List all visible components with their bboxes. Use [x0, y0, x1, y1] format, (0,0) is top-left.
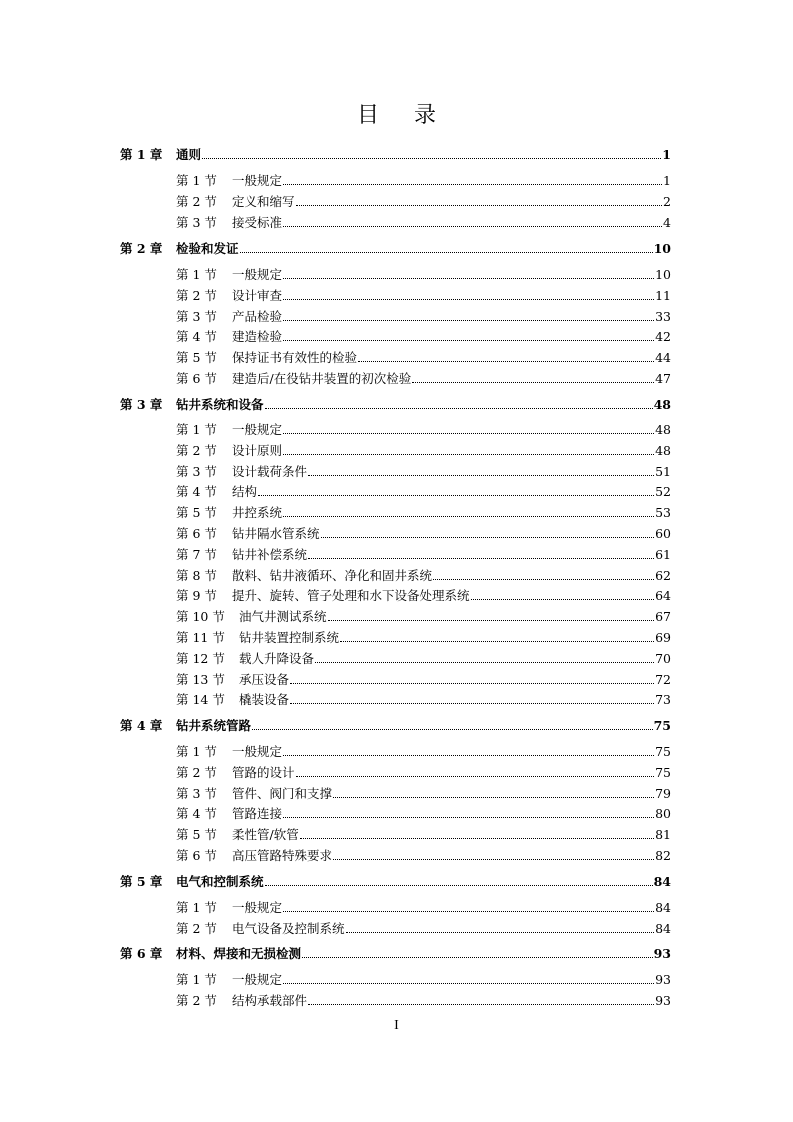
section-number: 第 1 节: [176, 173, 217, 188]
section-number: 第 6 节: [176, 526, 217, 541]
chapter-entry[interactable]: [120, 240, 671, 258]
chapter-entry[interactable]: [120, 146, 671, 164]
dot-leader: [283, 287, 654, 300]
dot-leader: [283, 421, 654, 434]
section-entry[interactable]: [176, 328, 671, 346]
chapter-number: 第 5 章: [120, 874, 163, 889]
section-number: 第 1 节: [176, 744, 217, 759]
chapter-title: 检验和发证: [176, 241, 239, 256]
section-entry[interactable]: [176, 920, 671, 938]
section-entry[interactable]: [176, 587, 671, 605]
dot-leader: [290, 691, 654, 704]
section-title: 定义和缩写: [232, 193, 295, 209]
section-entry[interactable]: [176, 567, 671, 585]
section-page-number: 60: [655, 526, 671, 541]
section-number: 第 13 节: [176, 671, 225, 687]
dot-leader: [283, 971, 654, 984]
section-entry[interactable]: [176, 743, 671, 761]
dot-leader: [283, 172, 662, 185]
section-entry[interactable]: [176, 826, 671, 844]
section-title: 一般规定: [232, 267, 283, 282]
section-page-number: 93: [655, 972, 671, 987]
section-title: 保持证书有效性的检验: [232, 350, 358, 366]
section-entry[interactable]: [176, 546, 671, 564]
dot-leader: [258, 483, 654, 496]
section-title: 一般规定: [232, 173, 283, 188]
section-page-number: 4: [663, 214, 671, 230]
dot-leader: [321, 525, 655, 538]
chapter-page-number: 1: [662, 147, 671, 162]
section-number: 第 3 节: [176, 785, 217, 801]
section-number: 第 2 节: [176, 442, 217, 458]
section-title: 高压管路特殊要求: [232, 848, 333, 863]
chapter-entry[interactable]: [120, 873, 671, 891]
section-title: 结构承载部件: [232, 992, 308, 1008]
section-page-number: 1: [663, 173, 671, 188]
chapter-number: 第 6 章: [120, 946, 163, 961]
dot-leader: [283, 743, 654, 756]
section-page-number: 51: [655, 463, 671, 479]
section-number: 第 1 节: [176, 900, 217, 915]
dot-leader: [296, 764, 655, 777]
section-title: 设计原则: [232, 442, 283, 458]
section-entry[interactable]: [176, 442, 671, 460]
section-number: 第 1 节: [176, 267, 217, 282]
section-title: 电气设备及控制系统: [232, 920, 345, 936]
chapter-page-number: 84: [653, 874, 671, 889]
section-number: 第 2 节: [176, 920, 217, 936]
section-title: 油气井测试系统: [239, 609, 327, 625]
section-title: 散料、钻井液循环、净化和固井系统: [232, 567, 433, 583]
section-entry[interactable]: [176, 971, 671, 989]
dot-leader: [358, 349, 654, 362]
section-number: 第 11 节: [176, 630, 225, 645]
section-title: 一般规定: [232, 422, 283, 437]
section-number: 第 2 节: [176, 764, 217, 780]
section-page-number: 53: [655, 505, 671, 521]
section-number: 第 12 节: [176, 650, 225, 666]
section-page-number: 61: [655, 546, 671, 562]
section-entry[interactable]: [176, 287, 671, 305]
section-number: 第 8 节: [176, 567, 217, 583]
section-page-number: 33: [655, 308, 671, 324]
section-page-number: 75: [655, 744, 671, 759]
section-page-number: 72: [655, 671, 671, 687]
dot-leader: [300, 826, 654, 839]
page-number: I: [394, 1018, 399, 1033]
section-entry[interactable]: [176, 899, 671, 917]
section-title: 建造检验: [232, 329, 283, 345]
section-number: 第 3 节: [176, 214, 217, 230]
section-entry[interactable]: [176, 785, 671, 803]
section-title: 设计审查: [232, 287, 283, 303]
section-page-number: 93: [655, 992, 671, 1008]
section-page-number: 80: [655, 806, 671, 822]
section-title: 建造后/在役钻井装置的初次检验: [232, 371, 412, 386]
section-title: 柔性管/软管: [232, 827, 299, 843]
section-page-number: 48: [655, 422, 671, 437]
dot-leader: [283, 899, 654, 912]
dot-leader: [308, 463, 654, 476]
section-page-number: 84: [655, 920, 671, 936]
section-page-number: 11: [655, 287, 671, 303]
section-entry[interactable]: [176, 650, 671, 668]
section-number: 第 3 节: [176, 463, 217, 479]
section-entry[interactable]: [176, 847, 671, 865]
dot-leader: [346, 920, 655, 933]
section-number: 第 2 节: [176, 193, 217, 209]
section-title: 结构: [232, 484, 258, 500]
section-entry[interactable]: [176, 764, 671, 782]
section-number: 第 5 节: [176, 505, 217, 521]
chapter-number: 第 2 章: [120, 241, 163, 256]
section-page-number: 2: [663, 193, 671, 209]
section-title: 管路连接: [232, 806, 283, 822]
section-title: 一般规定: [232, 900, 283, 915]
section-entry[interactable]: [176, 504, 671, 522]
section-entry[interactable]: [176, 172, 671, 190]
section-entry[interactable]: [176, 805, 671, 823]
dot-leader: [265, 396, 653, 409]
dot-leader: [333, 847, 654, 860]
section-title: 设计载荷条件: [232, 463, 308, 479]
section-title: 钻井隔水管系统: [232, 526, 320, 541]
section-title: 承压设备: [239, 671, 290, 687]
dot-leader: [315, 650, 654, 663]
dot-leader: [308, 992, 654, 1005]
dot-leader: [290, 671, 654, 684]
section-number: 第 5 节: [176, 827, 217, 843]
dot-leader: [412, 370, 654, 383]
dot-leader: [283, 504, 654, 517]
chapter-title: 钻井系统和设备: [176, 397, 264, 412]
section-entry[interactable]: [176, 193, 671, 211]
section-entry[interactable]: [176, 349, 671, 367]
section-title: 橇装设备: [239, 692, 290, 708]
dot-leader: [252, 717, 653, 730]
section-title: 提升、旋转、管子处理和水下设备处理系统: [232, 588, 470, 604]
section-entry[interactable]: [176, 214, 671, 232]
section-entry[interactable]: [176, 608, 671, 626]
chapter-title: 通则: [176, 147, 202, 162]
chapter-page-number: 48: [653, 397, 671, 412]
section-title: 一般规定: [232, 744, 283, 759]
chapter-page-number: 93: [653, 946, 671, 961]
dot-leader: [308, 546, 654, 559]
dot-leader: [340, 629, 654, 642]
section-page-number: 44: [655, 350, 671, 366]
section-number: 第 9 节: [176, 588, 217, 604]
dot-leader: [296, 193, 663, 206]
section-number: 第 4 节: [176, 806, 217, 822]
dot-leader: [202, 146, 661, 159]
dot-leader: [283, 328, 654, 341]
page-title: 目 录: [357, 103, 450, 128]
section-number: 第 2 节: [176, 992, 217, 1008]
section-number: 第 6 节: [176, 371, 217, 386]
dot-leader: [283, 214, 662, 227]
section-page-number: 42: [655, 329, 671, 345]
chapter-entry[interactable]: [120, 945, 671, 963]
chapter-page-number: 75: [653, 718, 671, 733]
section-title: 管路的设计: [232, 764, 295, 780]
section-title: 井控系统: [232, 505, 283, 521]
section-number: 第 7 节: [176, 546, 217, 562]
section-entry[interactable]: [176, 308, 671, 326]
dot-leader: [283, 308, 654, 321]
section-number: 第 2 节: [176, 287, 217, 303]
section-entry[interactable]: [176, 525, 671, 543]
section-page-number: 62: [655, 567, 671, 583]
chapter-page-number: 10: [653, 241, 671, 256]
section-page-number: 73: [655, 692, 671, 708]
dot-leader: [433, 567, 654, 580]
section-page-number: 79: [655, 785, 671, 801]
section-entry[interactable]: [176, 691, 671, 709]
chapter-entry[interactable]: [120, 396, 671, 414]
section-number: 第 14 节: [176, 692, 225, 708]
section-page-number: 67: [655, 609, 671, 625]
section-entry[interactable]: [176, 629, 671, 647]
chapter-title: 材料、焊接和无损检测: [176, 946, 302, 961]
section-page-number: 75: [655, 764, 671, 780]
section-entry[interactable]: [176, 421, 671, 439]
section-title: 钻井补偿系统: [232, 546, 308, 562]
dot-leader: [283, 442, 654, 455]
section-page-number: 81: [655, 827, 671, 843]
section-number: 第 1 节: [176, 422, 217, 437]
section-entry[interactable]: [176, 992, 671, 1010]
section-title: 接受标准: [232, 214, 283, 230]
section-entry[interactable]: [176, 483, 671, 501]
section-number: 第 10 节: [176, 609, 225, 625]
section-page-number: 52: [655, 484, 671, 500]
dot-leader: [283, 266, 654, 279]
section-number: 第 6 节: [176, 848, 217, 863]
dot-leader: [328, 608, 655, 621]
section-number: 第 1 节: [176, 972, 217, 987]
section-number: 第 5 节: [176, 350, 217, 366]
section-entry[interactable]: [176, 671, 671, 689]
section-number: 第 3 节: [176, 308, 217, 324]
chapter-number: 第 1 章: [120, 147, 163, 162]
section-page-number: 64: [655, 588, 671, 604]
dot-leader: [471, 587, 655, 600]
section-entry[interactable]: [176, 370, 671, 388]
chapter-number: 第 4 章: [120, 718, 163, 733]
section-page-number: 69: [655, 630, 671, 645]
section-title: 载人升降设备: [239, 650, 315, 666]
section-page-number: 10: [655, 267, 671, 282]
section-page-number: 84: [655, 900, 671, 915]
chapter-title: 电气和控制系统: [176, 874, 264, 889]
section-page-number: 47: [655, 371, 671, 386]
dot-leader: [302, 945, 653, 958]
section-page-number: 70: [655, 650, 671, 666]
section-title: 钻井装置控制系统: [239, 630, 340, 645]
chapter-entry[interactable]: [120, 717, 671, 735]
dot-leader: [283, 805, 654, 818]
dot-leader: [240, 240, 653, 253]
section-entry[interactable]: [176, 463, 671, 481]
section-title: 产品检验: [232, 308, 283, 324]
chapter-title: 钻井系统管路: [176, 718, 252, 733]
chapter-number: 第 3 章: [120, 397, 163, 412]
dot-leader: [265, 873, 653, 886]
section-page-number: 82: [655, 848, 671, 863]
section-number: 第 4 节: [176, 484, 217, 500]
section-title: 一般规定: [232, 972, 283, 987]
section-page-number: 48: [655, 442, 671, 458]
dot-leader: [333, 785, 654, 798]
section-entry[interactable]: [176, 266, 671, 284]
section-title: 管件、阀门和支撑: [232, 785, 333, 801]
section-number: 第 4 节: [176, 329, 217, 345]
